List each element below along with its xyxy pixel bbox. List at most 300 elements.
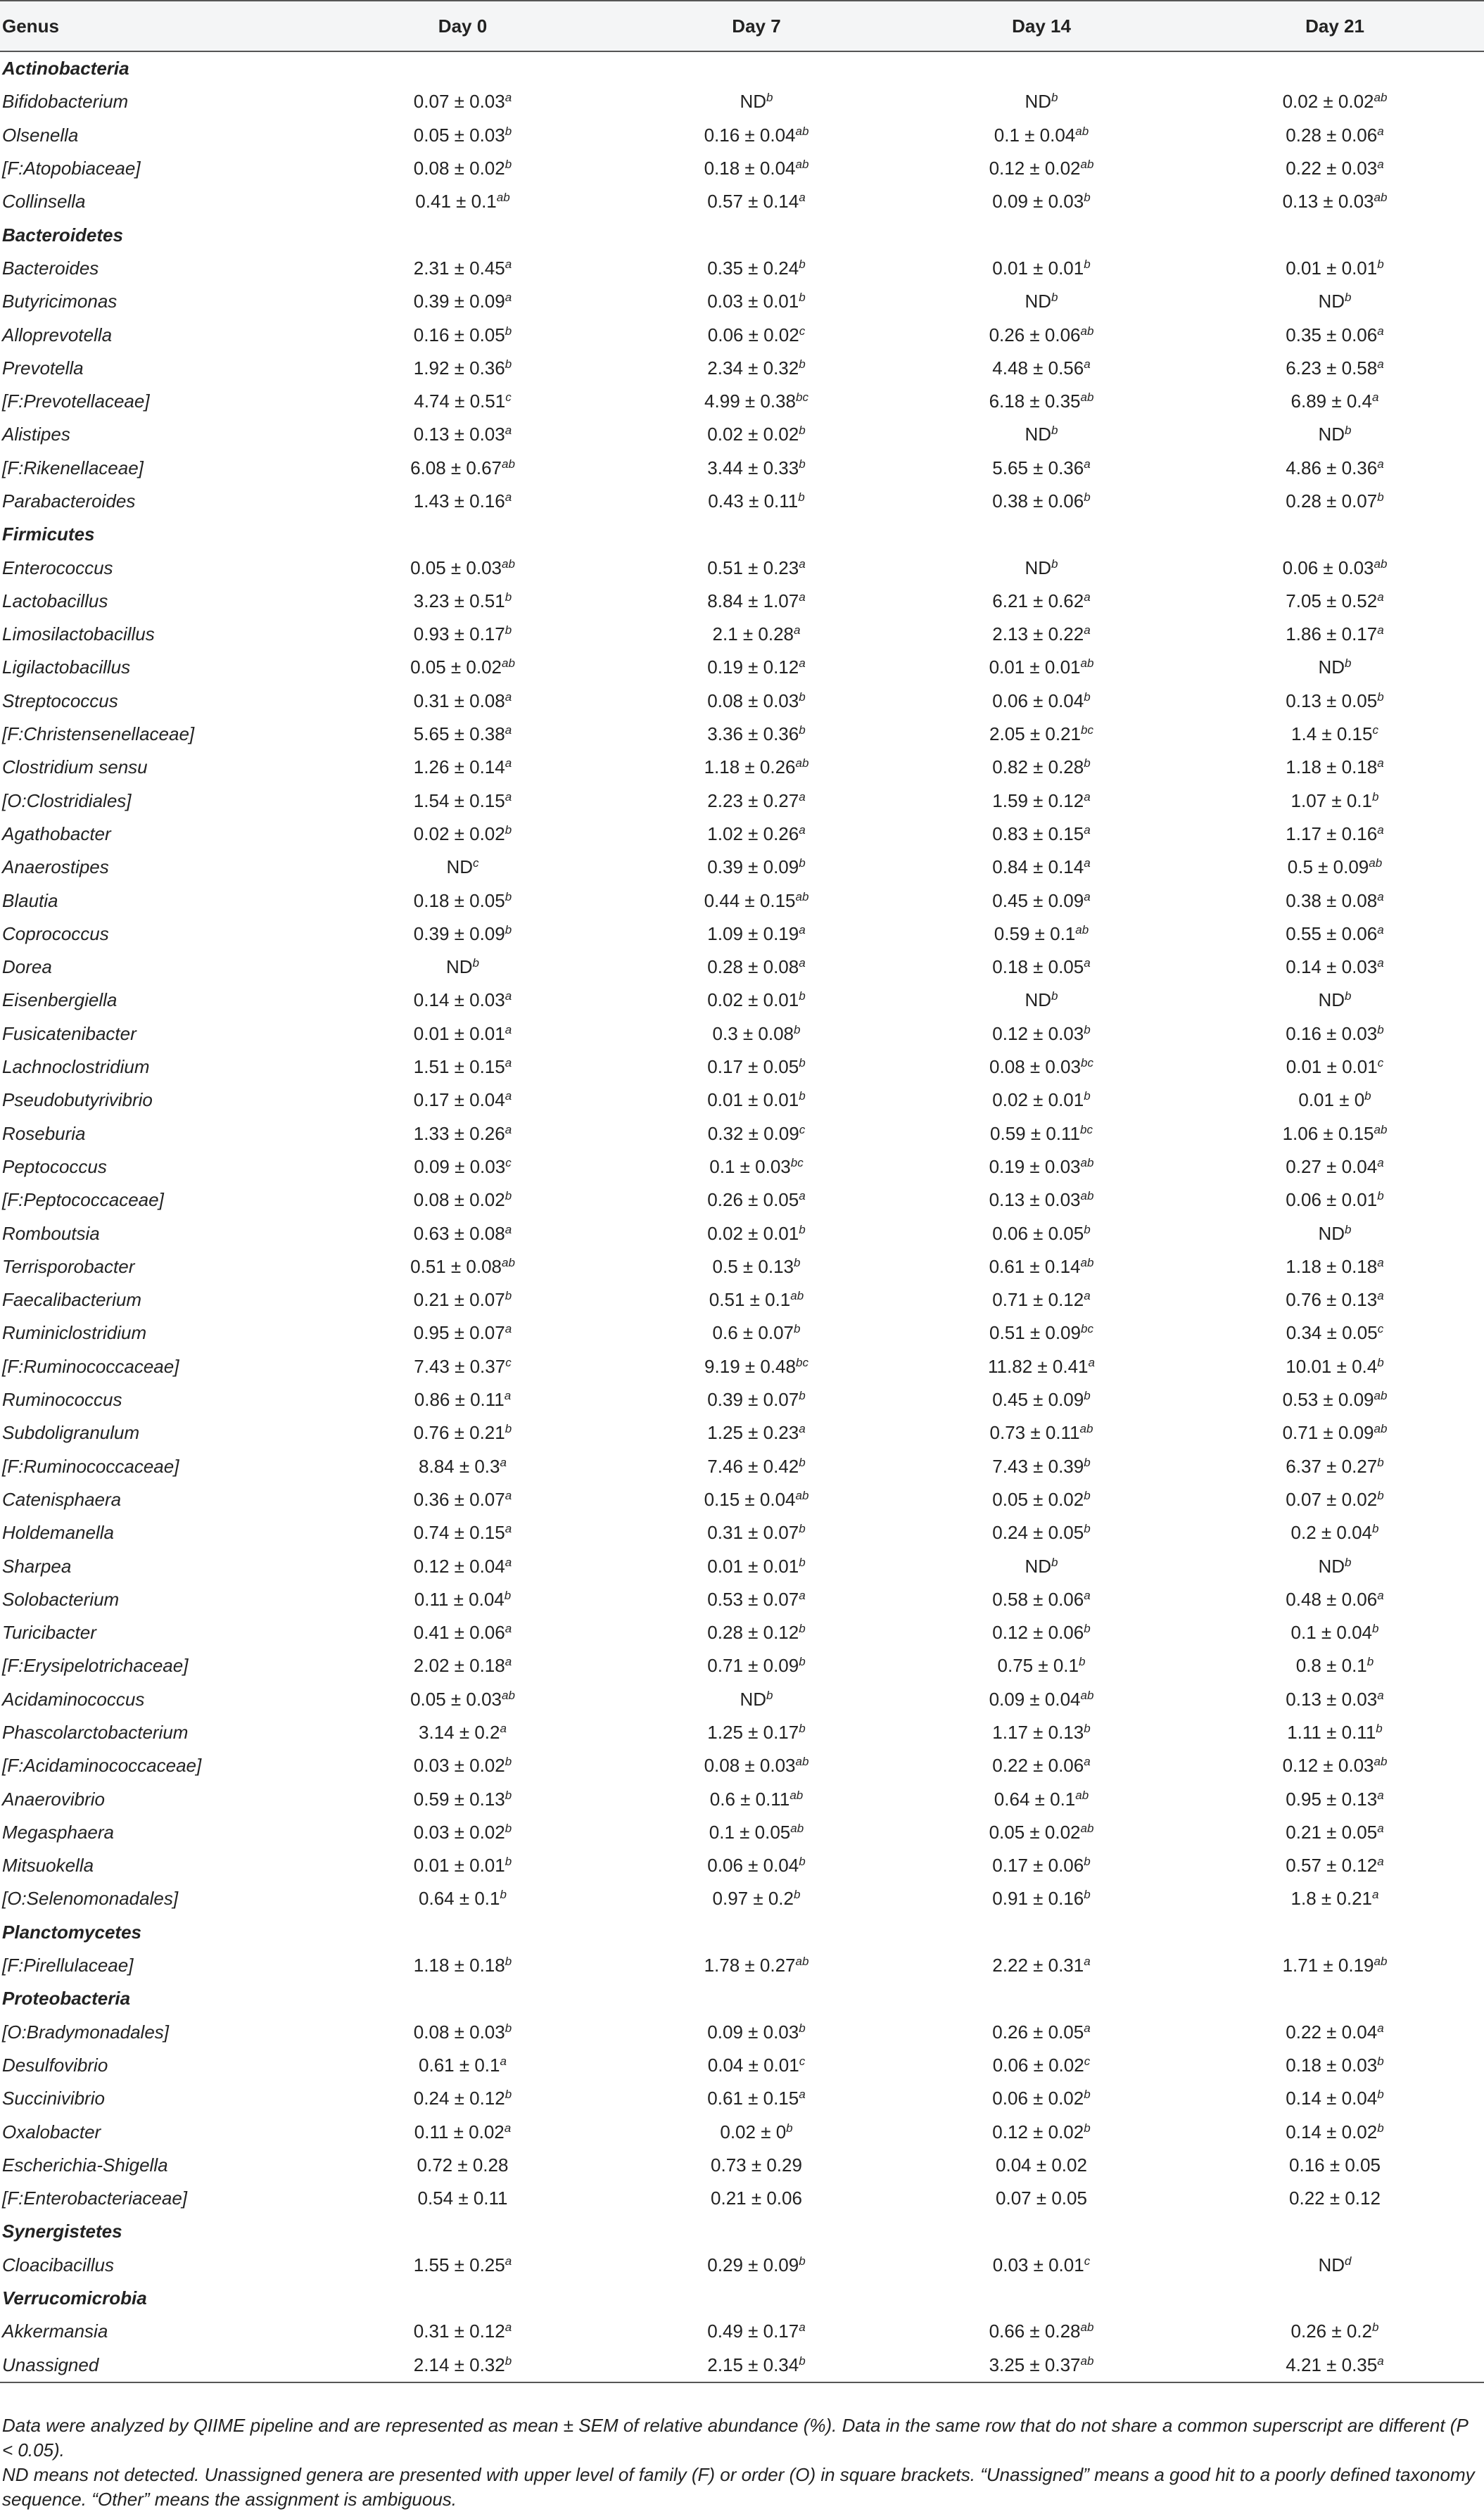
abundance-cell — [1186, 618, 1484, 651]
table-row — [0, 119, 1484, 152]
abundance-value: 0.04 ± 0.02 — [996, 2154, 1087, 2176]
significance-superscript: ab — [1374, 557, 1388, 571]
phylum-label: Planctomycetes — [2, 1921, 141, 1943]
table-row — [0, 2149, 1484, 2182]
abundance-value: 0.18 ± 0.04 — [704, 158, 796, 179]
abundance-value: 0.45 ± 0.09 — [992, 889, 1084, 911]
abundance-cell — [616, 1583, 897, 1616]
abundance-value: 0.8 ± 0.1 — [1295, 1655, 1367, 1677]
abundance-cell — [310, 1050, 616, 1084]
abundance-cell — [616, 1782, 897, 1815]
abundance-cell — [616, 685, 897, 718]
genus-name: Catenisphaera — [2, 1488, 122, 1510]
phylum-row — [0, 2282, 1484, 2315]
significance-superscript: b — [798, 490, 805, 504]
abundance-cell — [1186, 1150, 1484, 1183]
significance-superscript: a — [1084, 623, 1091, 637]
abundance-value: 0.12 ± 0.03 — [1282, 1755, 1374, 1777]
genus-name: Romboutsia — [2, 1222, 100, 1244]
abundance-cell — [897, 2082, 1186, 2115]
abundance-value: 0.27 ± 0.04 — [1286, 1155, 1378, 1177]
abundance-value: ND — [740, 91, 767, 113]
abundance-value: 0.13 ± 0.03 — [1286, 1688, 1378, 1710]
significance-superscript: ab — [789, 1788, 804, 1802]
abundance-value: 0.76 ± 0.21 — [413, 1422, 505, 1444]
abundance-value: ND — [1025, 424, 1052, 445]
abundance-value: 0.1 ± 0.04 — [994, 124, 1076, 146]
abundance-cell — [1186, 1583, 1484, 1616]
genus-name: Lachnoclostridium — [2, 1056, 150, 1078]
abundance-value: 0.07 ± 0.03 — [413, 91, 505, 113]
table-row — [0, 1649, 1484, 1682]
abundance-value: 0.55 ± 0.06 — [1286, 922, 1378, 944]
significance-superscript: a — [505, 756, 512, 770]
significance-superscript: b — [1377, 1355, 1384, 1369]
abundance-value: 2.05 ± 0.21 — [989, 723, 1081, 745]
abundance-value: 0.97 ± 0.2 — [712, 1888, 794, 1910]
abundance-cell — [897, 1383, 1186, 1416]
significance-superscript: a — [1372, 391, 1379, 405]
genus-name: [F:Acidaminococcaceae] — [2, 1755, 202, 1777]
abundance-cell — [616, 1217, 897, 1250]
abundance-cell — [310, 585, 616, 618]
table-row — [0, 85, 1484, 118]
abundance-cell — [1186, 1483, 1484, 1516]
abundance-cell — [897, 1350, 1186, 1383]
phylum-label: Proteobacteria — [2, 1988, 131, 2010]
significance-superscript: ab — [1374, 191, 1388, 205]
significance-superscript: b — [799, 723, 806, 737]
abundance-value: 0.09 ± 0.03 — [707, 2021, 799, 2043]
significance-superscript: a — [1377, 357, 1384, 371]
abundance-cell — [616, 1117, 897, 1150]
abundance-value: 0.01 ± 0.01 — [992, 257, 1084, 279]
significance-superscript: b — [1084, 2088, 1091, 2102]
abundance-cell — [616, 751, 897, 784]
abundance-cell — [897, 1849, 1186, 1882]
abundance-value: 0.03 ± 0.02 — [413, 1755, 505, 1777]
table-row — [0, 1350, 1484, 1383]
abundance-value: 0.01 ± 0.01 — [413, 1022, 505, 1044]
abundance-value: ND — [1318, 1555, 1345, 1577]
table-row — [0, 1949, 1484, 1982]
abundance-cell — [897, 2049, 1186, 2082]
abundance-value: 0.22 ± 0.03 — [1286, 158, 1378, 179]
abundance-value: 0.5 ± 0.13 — [712, 1255, 794, 1277]
abundance-cell — [897, 1150, 1186, 1183]
abundance-cell — [310, 618, 616, 651]
significance-superscript: b — [799, 2021, 806, 2035]
significance-superscript: b — [1345, 1222, 1352, 1236]
abundance-value: 0.39 ± 0.09 — [413, 922, 505, 944]
significance-superscript: b — [1372, 789, 1379, 804]
abundance-cell — [616, 385, 897, 418]
genus-name: [F:Rikenellaceae] — [2, 457, 144, 478]
genus-name: Ruminiclostridium — [2, 1322, 147, 1344]
table-row — [0, 152, 1484, 185]
significance-superscript: b — [505, 2354, 512, 2368]
abundance-cell — [897, 2315, 1186, 2348]
significance-superscript: b — [799, 457, 806, 471]
significance-superscript: a — [505, 1056, 512, 1070]
abundance-cell — [1186, 2249, 1484, 2282]
abundance-value: 0.08 ± 0.02 — [413, 158, 505, 179]
abundance-value: 0.12 ± 0.06 — [992, 1622, 1084, 1644]
significance-superscript: b — [1051, 1555, 1058, 1569]
abundance-value: 0.73 ± 0.11 — [989, 1422, 1080, 1444]
significance-superscript: ab — [502, 457, 515, 471]
abundance-value: 0.53 ± 0.07 — [707, 1588, 799, 1610]
abundance-value: 2.22 ± 0.31 — [992, 1955, 1084, 1976]
significance-superscript: c — [505, 1355, 512, 1369]
significance-superscript: b — [505, 1855, 512, 1869]
abundance-cell — [616, 1816, 897, 1849]
significance-superscript: b — [505, 889, 512, 903]
abundance-cell — [1186, 252, 1484, 285]
abundance-cell — [897, 751, 1186, 784]
abundance-cell — [310, 1449, 616, 1483]
abundance-cell — [897, 1616, 1186, 1649]
abundance-cell — [310, 485, 616, 518]
abundance-value: 2.23 ± 0.27 — [707, 789, 799, 811]
abundance-cell — [310, 152, 616, 185]
abundance-cell — [616, 152, 897, 185]
significance-superscript: a — [799, 2321, 806, 2335]
table-row — [0, 918, 1484, 951]
genus-name: Acidaminococcus — [2, 1688, 145, 1710]
significance-superscript: a — [505, 1122, 512, 1136]
significance-superscript: a — [1377, 158, 1384, 172]
abundance-cell — [1186, 984, 1484, 1017]
abundance-cell — [616, 85, 897, 118]
abundance-value: 0.22 ± 0.06 — [992, 1755, 1084, 1777]
abundance-cell — [1186, 1449, 1484, 1483]
abundance-cell — [897, 1217, 1186, 1250]
abundance-cell — [897, 2149, 1186, 2182]
abundance-cell — [310, 984, 616, 1017]
abundance-cell — [897, 1283, 1186, 1316]
abundance-cell — [310, 385, 616, 418]
significance-superscript: a — [500, 1721, 507, 1735]
abundance-value: 0.12 ± 0.03 — [992, 1022, 1084, 1044]
abundance-value: ND — [446, 856, 474, 878]
abundance-cell — [310, 1782, 616, 1815]
abundance-value: 0.44 ± 0.15 — [704, 889, 796, 911]
significance-superscript: ab — [795, 889, 809, 903]
significance-superscript: a — [1377, 823, 1384, 837]
abundance-value: 0.17 ± 0.04 — [413, 1089, 505, 1111]
abundance-value: 0.11 ± 0.02 — [414, 2121, 505, 2142]
abundance-value: 0.08 ± 0.03 — [989, 1056, 1081, 1078]
abundance-value: 0.26 ± 0.05 — [992, 2021, 1084, 2043]
abundance-value: 5.65 ± 0.38 — [413, 723, 505, 745]
genus-name: [F:Enterobacteriaceae] — [2, 2188, 188, 2209]
abundance-cell — [1186, 1616, 1484, 1649]
abundance-cell — [1186, 85, 1484, 118]
abundance-cell — [616, 318, 897, 351]
abundance-value: 0.49 ± 0.17 — [707, 2321, 799, 2342]
abundance-value: 0.02 ± 0.02 — [707, 424, 799, 445]
abundance-value: ND — [1025, 1555, 1052, 1577]
significance-superscript: b — [1084, 690, 1091, 704]
significance-superscript: ab — [496, 191, 510, 205]
significance-superscript: a — [799, 1189, 806, 1203]
significance-superscript: c — [473, 856, 479, 870]
significance-superscript: c — [799, 1122, 806, 1136]
significance-superscript: a — [1377, 2021, 1384, 2035]
abundance-cell — [897, 1050, 1186, 1084]
significance-superscript: a — [799, 557, 806, 571]
abundance-cell — [616, 951, 897, 984]
significance-superscript: ab — [502, 1688, 515, 1702]
abundance-cell — [897, 884, 1186, 917]
phylum-label: Actinobacteria — [2, 58, 129, 80]
abundance-cell — [897, 551, 1186, 584]
abundance-value: 0.13 ± 0.03 — [989, 1189, 1081, 1211]
genus-name: Roseburia — [2, 1122, 86, 1144]
significance-superscript: a — [1084, 1955, 1091, 1969]
genus-name: Peptococcus — [2, 1155, 107, 1177]
significance-superscript: ab — [1080, 1255, 1094, 1269]
table-row — [0, 1150, 1484, 1183]
abundance-cell — [897, 1816, 1186, 1849]
significance-superscript: b — [1084, 1721, 1091, 1735]
abundance-cell — [616, 618, 897, 651]
abundance-cell — [897, 1250, 1186, 1283]
significance-superscript: ab — [795, 1955, 809, 1969]
abundance-value: 0.02 ± 0.01 — [992, 1089, 1084, 1111]
significance-superscript: a — [505, 1522, 512, 1536]
abundance-cell — [310, 1616, 616, 1649]
abundance-cell — [1186, 285, 1484, 318]
significance-superscript: b — [794, 1888, 801, 1902]
abundance-cell — [1186, 2149, 1484, 2182]
abundance-value: 0.03 ± 0.01 — [707, 291, 799, 312]
abundance-cell — [310, 2082, 616, 2115]
abundance-cell — [1186, 651, 1484, 684]
genus-name: Bacteroides — [2, 257, 99, 279]
abundance-value: 0.63 ± 0.08 — [413, 1222, 505, 1244]
significance-superscript: a — [799, 1588, 806, 1602]
abundance-cell — [1186, 152, 1484, 185]
abundance-value: 0.61 ± 0.1 — [419, 2054, 500, 2076]
significance-superscript: ab — [1080, 324, 1094, 338]
genus-name: Sharpea — [2, 1555, 72, 1577]
abundance-value: 0.21 ± 0.06 — [711, 2188, 802, 2209]
abundance-cell — [616, 718, 897, 751]
significance-superscript: b — [1051, 424, 1058, 438]
abundance-cell — [310, 751, 616, 784]
abundance-value: ND — [740, 1688, 767, 1710]
abundance-value: 0.16 ± 0.05 — [1289, 2154, 1381, 2176]
significance-superscript: b — [799, 1721, 806, 1735]
genus-name: Alistipes — [2, 424, 70, 445]
significance-superscript: b — [799, 257, 806, 271]
significance-superscript: a — [1377, 1155, 1384, 1169]
abundance-cell — [897, 1117, 1186, 1150]
abundance-value: 1.33 ± 0.26 — [413, 1122, 505, 1144]
phylum-row — [0, 51, 1484, 85]
abundance-cell — [616, 2149, 897, 2182]
abundance-cell — [310, 951, 616, 984]
significance-superscript: a — [504, 2121, 512, 2135]
significance-superscript: ab — [1374, 1389, 1388, 1403]
column-header-day-0: Day 0 — [310, 1, 616, 51]
abundance-cell — [897, 2348, 1186, 2382]
table-row — [0, 1084, 1484, 1117]
significance-superscript: b — [472, 956, 480, 970]
abundance-cell — [616, 1716, 897, 1749]
abundance-cell — [1186, 2315, 1484, 2348]
abundance-value: 0.02 ± 0.01 — [707, 1222, 799, 1244]
significance-superscript: b — [1084, 1455, 1091, 1469]
abundance-cell — [310, 2249, 616, 2282]
abundance-value: 0.07 ± 0.02 — [1286, 1488, 1378, 1510]
abundance-cell — [616, 1683, 897, 1716]
phylum-label: Firmicutes — [2, 523, 95, 545]
significance-superscript: c — [1084, 2254, 1091, 2268]
abundance-value: 0.19 ± 0.03 — [989, 1155, 1081, 1177]
significance-superscript: bc — [790, 1155, 804, 1169]
table-row — [0, 1782, 1484, 1815]
abundance-cell — [1186, 1782, 1484, 1815]
significance-superscript: b — [1084, 2121, 1091, 2135]
significance-superscript: a — [505, 1089, 512, 1103]
table-row — [0, 252, 1484, 285]
abundance-value: 0.17 ± 0.05 — [707, 1056, 799, 1078]
abundance-value: 0.3 ± 0.08 — [712, 1022, 794, 1044]
column-header-day-7: Day 7 — [616, 1, 897, 51]
abundance-value: 2.1 ± 0.28 — [712, 623, 794, 645]
abundance-cell — [310, 285, 616, 318]
significance-superscript: a — [505, 1488, 512, 1502]
significance-superscript: a — [505, 1655, 512, 1669]
abundance-cell — [1186, 1350, 1484, 1383]
genus-name: Phascolarctobacterium — [2, 1721, 189, 1743]
abundance-value: 0.05 ± 0.03 — [410, 557, 502, 578]
abundance-cell — [897, 352, 1186, 385]
abundance-value: 0.64 ± 0.1 — [419, 1888, 500, 1910]
abundance-cell — [310, 1383, 616, 1416]
abundance-cell — [616, 1183, 897, 1217]
significance-superscript: ab — [1374, 91, 1388, 105]
abundance-value: 0.18 ± 0.05 — [992, 956, 1084, 978]
abundance-cell — [310, 1283, 616, 1316]
abundance-value: 3.44 ± 0.33 — [707, 457, 799, 478]
abundance-value: 9.19 ± 0.48 — [704, 1355, 796, 1377]
abundance-value: 0.12 ± 0.02 — [989, 158, 1081, 179]
abundance-value: 0.15 ± 0.04 — [704, 1488, 796, 1510]
abundance-value: 0.51 ± 0.09 — [989, 1322, 1081, 1344]
significance-superscript: a — [1084, 1289, 1091, 1303]
abundance-value: 0.24 ± 0.05 — [992, 1522, 1084, 1544]
abundance-value: ND — [1318, 424, 1345, 445]
genus-name: [O:Selenomonadales] — [2, 1888, 179, 1910]
abundance-cell — [616, 1449, 897, 1483]
significance-superscript: b — [799, 1056, 806, 1070]
abundance-cell — [616, 918, 897, 951]
abundance-cell — [1186, 685, 1484, 718]
abundance-cell — [1186, 119, 1484, 152]
significance-superscript: a — [1377, 1289, 1384, 1303]
significance-superscript: a — [799, 590, 806, 604]
abundance-cell — [1186, 452, 1484, 485]
abundance-cell — [310, 1483, 616, 1516]
abundance-cell — [310, 884, 616, 917]
table-row — [0, 1616, 1484, 1649]
abundance-cell — [616, 1383, 897, 1416]
abundance-value: 0.08 ± 0.03 — [704, 1755, 796, 1777]
genus-name: Limosilactobacillus — [2, 623, 155, 645]
abundance-cell — [897, 785, 1186, 818]
abundance-value: 0.02 ± 0.02 — [1282, 91, 1374, 113]
abundance-cell — [616, 1250, 897, 1283]
significance-superscript: c — [505, 391, 512, 405]
significance-superscript: a — [1084, 1588, 1091, 1602]
abundance-value: 0.04 ± 0.01 — [707, 2054, 799, 2076]
abundance-value: 0.18 ± 0.05 — [413, 889, 505, 911]
abundance-value: 0.76 ± 0.13 — [1286, 1289, 1378, 1311]
genus-name: Holdemanella — [2, 1522, 114, 1544]
abundance-value: 1.02 ± 0.26 — [707, 823, 799, 844]
abundance-cell — [897, 1749, 1186, 1782]
abundance-cell — [897, 485, 1186, 518]
abundance-cell — [310, 1549, 616, 1582]
significance-superscript: a — [1084, 357, 1091, 371]
abundance-value: 0.1 ± 0.05 — [709, 1821, 791, 1843]
abundance-value: 2.14 ± 0.32 — [413, 2354, 505, 2375]
abundance-value: 0.06 ± 0.02 — [992, 2054, 1084, 2076]
significance-superscript: b — [799, 1855, 806, 1869]
abundance-value: 0.21 ± 0.07 — [413, 1289, 505, 1311]
abundance-value: 0.73 ± 0.29 — [711, 2154, 802, 2176]
abundance-value: 4.21 ± 0.35 — [1286, 2354, 1378, 2375]
abundance-cell — [1186, 1683, 1484, 1716]
abundance-cell — [897, 119, 1186, 152]
abundance-value: 0.03 ± 0.02 — [413, 1821, 505, 1843]
abundance-value: 3.25 ± 0.37 — [989, 2354, 1081, 2375]
abundance-value: 6.89 ± 0.4 — [1290, 391, 1372, 412]
significance-superscript: a — [505, 291, 512, 305]
abundance-value: 0.05 ± 0.02 — [992, 1488, 1084, 1510]
abundance-cell — [310, 1749, 616, 1782]
significance-superscript: a — [1377, 457, 1384, 471]
abundance-cell — [1186, 1084, 1484, 1117]
abundance-value: 0.29 ± 0.09 — [707, 2254, 799, 2275]
genus-name: Blautia — [2, 889, 58, 911]
significance-superscript: ab — [795, 1755, 809, 1769]
abundance-cell — [1186, 1117, 1484, 1150]
abundance-cell — [897, 851, 1186, 884]
significance-superscript: b — [1377, 690, 1384, 704]
significance-superscript: b — [1364, 1089, 1371, 1103]
significance-superscript: ab — [795, 124, 809, 138]
genus-name: Agathobacter — [2, 823, 111, 844]
abundance-cell — [1186, 1017, 1484, 1050]
abundance-value: 0.18 ± 0.03 — [1286, 2054, 1378, 2076]
abundance-cell — [616, 851, 897, 884]
significance-superscript: b — [1051, 91, 1058, 105]
abundance-value: 0.83 ± 0.15 — [992, 823, 1084, 844]
abundance-cell — [1186, 951, 1484, 984]
significance-superscript: ab — [1080, 2354, 1094, 2368]
abundance-value: 0.11 ± 0.04 — [414, 1588, 505, 1610]
abundance-cell — [897, 1782, 1186, 1815]
abundance-cell — [616, 418, 897, 451]
abundance-cell — [616, 119, 897, 152]
table-row — [0, 718, 1484, 751]
abundance-value: 0.6 ± 0.11 — [709, 1788, 790, 1810]
